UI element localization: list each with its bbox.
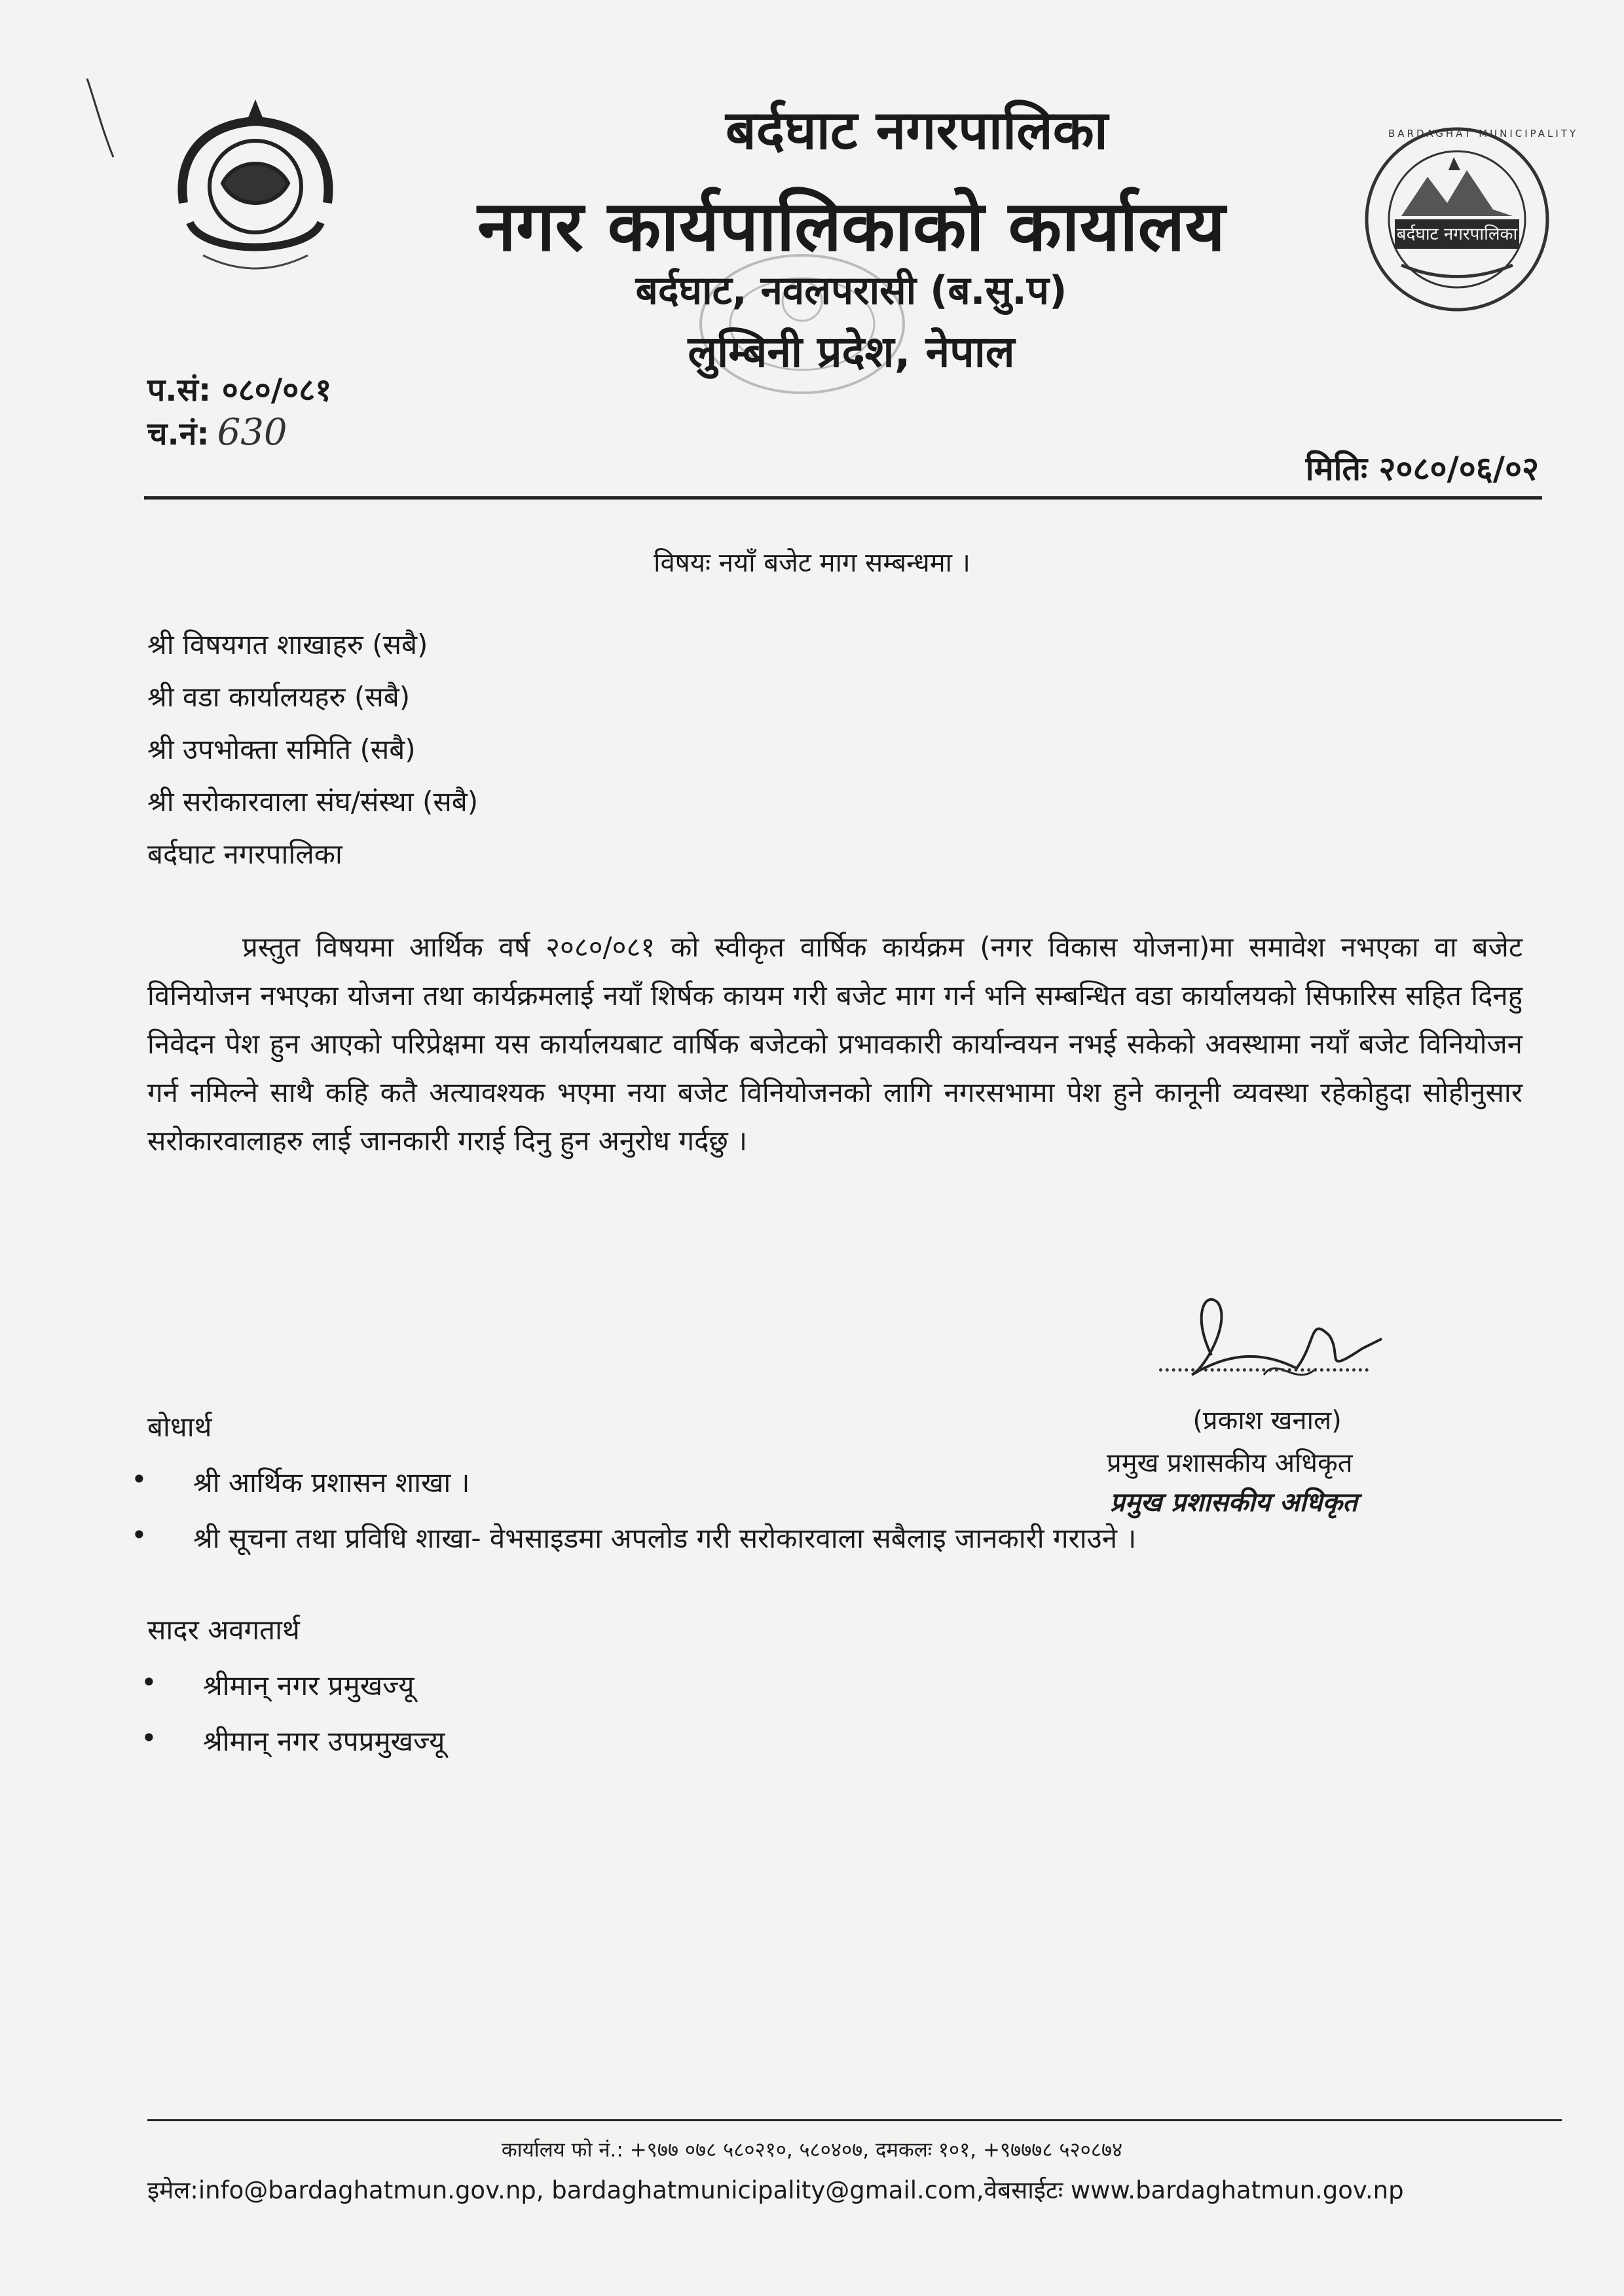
date-value: २०८०/०६/०२ [1378,450,1539,488]
cn-label: च.नं: [147,416,210,452]
letter-body [147,923,1522,1165]
chalani-number [147,411,287,454]
addressee-4: श्री सरोकारवाला संघ/संस्था (सबै) [147,786,479,818]
office-address-line1: बर्दघाट, नवलपरासी (ब.सु.प) [635,268,1067,314]
patra-sankhya [147,368,331,410]
letter-subject: विषयः नयाँ बजेट माग सम्बन्धमा । [654,548,970,578]
bullet-icon: • [141,1722,157,1754]
header-divider [144,496,1542,500]
letter-date [1306,445,1539,490]
bullet-icon: • [141,1666,157,1698]
pen-mark [82,75,121,160]
info-item-text: श्रीमान् नगर उपप्रमुखज्यू [203,1725,445,1757]
info-item-text: श्रीमान् नगर प्रमुखज्यू [203,1669,415,1702]
addressee-1: श्री विषयगत शाखाहरु (सबै) [147,629,428,661]
government-emblem-icon [164,92,347,282]
body-paragraph: प्रस्तुत विषयमा आर्थिक वर्ष २०८०/०८१ को स्वीकृत वार्षिक कार्यक्रम (नगर विकास योजना)मा समावेश नभएका वा बजेट विनियोजन नभएका योजना तथा कार्यक्रमलाई नयाँ शिर्षक कायम गरी बजेट माग गर्न भनि सम्बन्धित वडा कार्यालयको सिफारिस सहित दिनहु निवेदन पेश हुन आएको परिप्रेक्षमा यस कार्यालयबाट वार्षिक बजेटको प्रभावकारी कार्यान्वयन नभई सकेको अवस्थामा नयाँ बजेट विनियोजन गर्न नमिल्ने साथै कहि कतै अत्यावश्यक भएमा नया बजेट विनियोजनको लागि नगरसभामा पेश हुने कानूनी व्यवस्था रहेकोहुदा सोहीनुसार सरोकारवालाहरु लाई जानकारी गराई दिनु हुन अनुरोध गर्दछु । [147,931,1522,1157]
signature-icon [1166,1277,1388,1408]
ps-label: प.सं: [147,372,212,409]
signatory-name: (प्रकाश खनाल) [1192,1406,1342,1436]
footer-phones: कार्यालय फो नं.: +९७७ ०७८ ५८०२१०, ५८०४०७, दमकलः १०१, +९७७७८ ५२०८७४ [501,2138,1123,2162]
signature-line [1159,1368,1369,1372]
addressee-2: श्री वडा कार्यालयहरु (सबै) [147,681,411,713]
date-label: मितिः [1305,450,1368,488]
footer-contact: इमेल:info@bardaghatmun.gov.np, bardaghatmunicipality@gmail.com,वेबसाईटः www.bardaghatmun.gov.np [147,2176,1404,2204]
municipality-logo-icon [1362,124,1552,314]
ps-value: ०८०/०८१ [221,372,332,409]
signatory-title: प्रमुख प्रशासकीय अधिकृत [1107,1448,1353,1478]
logo-ring-text: BARDAGHAT MUNICIPALITY [1388,128,1579,139]
cn-value: 630 [217,411,287,454]
office-address-line2: लुम्बिनी प्रदेश, नेपाल [688,327,1015,377]
bullet-icon: • [131,1519,147,1551]
signatory-stamp: प्रमुख प्रशासकीय अधिकृत [1110,1487,1357,1518]
addressee-5: बर्दघाट नगरपालिका [147,838,342,870]
cc-heading: बोधार्थ [147,1411,212,1443]
office-name: नगर कार्यपालिकाको कार्यालय [477,186,1225,266]
municipality-name: बर्दघाट नगरपालिका [725,100,1109,162]
logo-text: बर्दघाट नगरपालिका [1396,225,1518,244]
info-heading: सादर अवगतार्थ [147,1614,300,1646]
footer-divider [147,2119,1562,2121]
addressee-3: श्री उपभोक्ता समिति (सबै) [147,733,416,765]
cc-item-text: श्री आर्थिक प्रशासन शाखा । [193,1467,470,1499]
bullet-icon: • [131,1463,147,1495]
cc-item-text: श्री सूचना तथा प्रविधि शाखा- वेभसाइडमा अपलोड गरी सरोकारवाला सबैलाइ जानकारी गराउने । [193,1522,1137,1554]
